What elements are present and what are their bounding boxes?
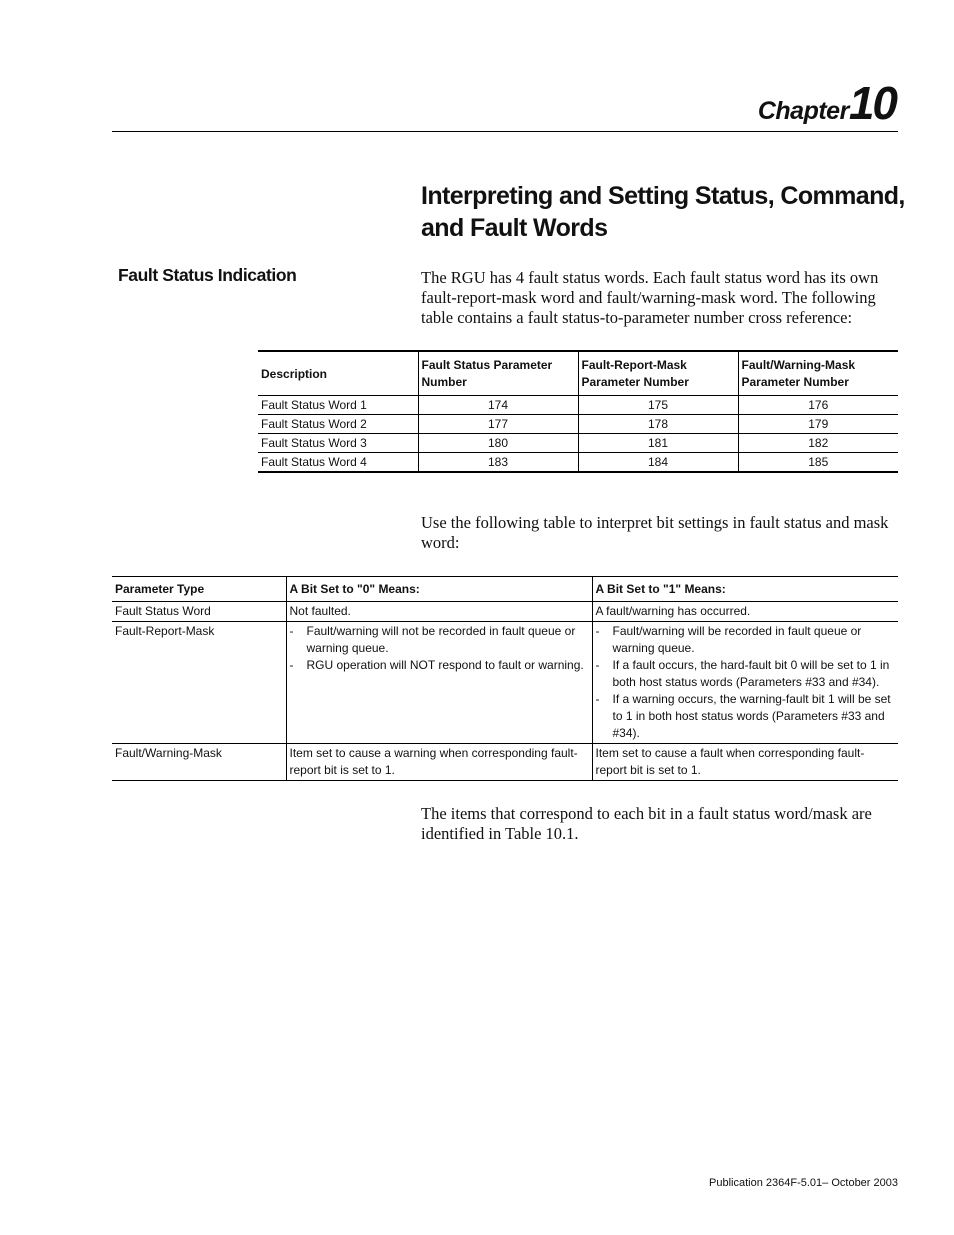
- list-item: - RGU operation will NOT respond to fault or warning.: [290, 657, 589, 674]
- bit-settings-table: [112, 576, 898, 781]
- bit-one-cell: Item set to cause a fault when corresponding fault-report bit is set to 1.: [592, 744, 898, 781]
- table-row: [112, 744, 898, 781]
- section-heading: Fault Status Indication: [118, 265, 297, 285]
- bit-zero-cell: Item set to cause a warning when corresponding fault-report bit is set to 1.: [286, 744, 592, 781]
- column-header: Fault Status Parameter Number: [418, 351, 578, 396]
- dash-list: [290, 623, 589, 674]
- list-item: - If a warning occurs, the warning-fault bit 1 will be set to 1 in both host status words (Parameters #33 and #34).: [596, 691, 896, 742]
- table-row: [258, 434, 898, 453]
- parameter-cross-reference-table: [258, 350, 898, 473]
- list-item: - Fault/warning will be recorded in fault queue or warning queue.: [596, 623, 896, 657]
- column-header: Fault-Report-Mask Parameter Number: [578, 351, 738, 396]
- table-cell: 179: [738, 415, 898, 434]
- publication-footer: Publication 2364F-5.01– October 2003: [709, 1177, 898, 1189]
- table-cell: Fault Status Word 1: [258, 396, 418, 415]
- chapter-rule: [112, 131, 898, 132]
- table-row: [112, 622, 898, 744]
- parameter-type-cell: Fault-Report-Mask: [112, 622, 286, 744]
- table-row: [258, 396, 898, 415]
- column-header: Parameter Type: [112, 577, 286, 602]
- table-cell: 175: [578, 396, 738, 415]
- column-header: Fault/Warning-Mask Parameter Number: [738, 351, 898, 396]
- list-item: - Fault/warning will not be recorded in fault queue or warning queue.: [290, 623, 589, 657]
- items-paragraph: The items that correspond to each bit in a fault status word/mask are identified in Table 10.1.: [421, 804, 872, 843]
- page-title: Interpreting and Setting Status, Command, and Fault Words: [421, 182, 905, 242]
- table-cell: 182: [738, 434, 898, 453]
- table-cell: Fault Status Word 4: [261, 455, 367, 469]
- list-item: - If a fault occurs, the hard-fault bit 0 will be set to 1 in both host status words (Parameters #33 and #34).: [596, 657, 896, 691]
- table-cell: 185: [738, 453, 898, 473]
- dash-list: [596, 623, 896, 742]
- table-cell: 184: [578, 453, 738, 473]
- chapter-number: 10: [848, 77, 896, 129]
- bit-one-cell: A fault/warning has occurred.: [592, 602, 898, 622]
- column-header: A Bit Set to "1" Means:: [592, 577, 898, 602]
- intro-paragraph: The RGU has 4 fault status words. Each fault status word has its own fault-report-mask word and fault/warning-mask word. The following table contains a fault status-to-parameter number cross reference:: [421, 268, 879, 327]
- table-cell: 174: [418, 396, 578, 415]
- table-cell: 176: [738, 396, 898, 415]
- parameter-type-cell: Fault/Warning-Mask: [115, 746, 222, 760]
- table-cell: 180: [418, 434, 578, 453]
- bit-zero-cell: [286, 622, 592, 744]
- interpret-paragraph: Use the following table to interpret bit settings in fault status and mask word:: [421, 513, 889, 552]
- table-cell: Fault Status Word 2: [258, 415, 418, 434]
- table-row: [112, 602, 898, 622]
- table-header-row: [258, 351, 898, 396]
- parameter-type-cell: Fault Status Word: [112, 602, 286, 622]
- table-cell: 177: [418, 415, 578, 434]
- table-cell: Fault Status Word 3: [258, 434, 418, 453]
- table-cell: 181: [578, 434, 738, 453]
- column-header: Description: [258, 351, 418, 396]
- chapter-word: Chapter: [757, 97, 849, 125]
- table-row: [258, 453, 898, 473]
- table-cell: 183: [418, 453, 578, 473]
- table-row: [258, 415, 898, 434]
- table-header-row: [112, 577, 898, 602]
- table-cell: 178: [578, 415, 738, 434]
- chapter-label: [758, 76, 896, 130]
- bit-one-cell: [592, 622, 898, 744]
- bit-zero-cell: Not faulted.: [286, 602, 592, 622]
- column-header: A Bit Set to "0" Means:: [286, 577, 592, 602]
